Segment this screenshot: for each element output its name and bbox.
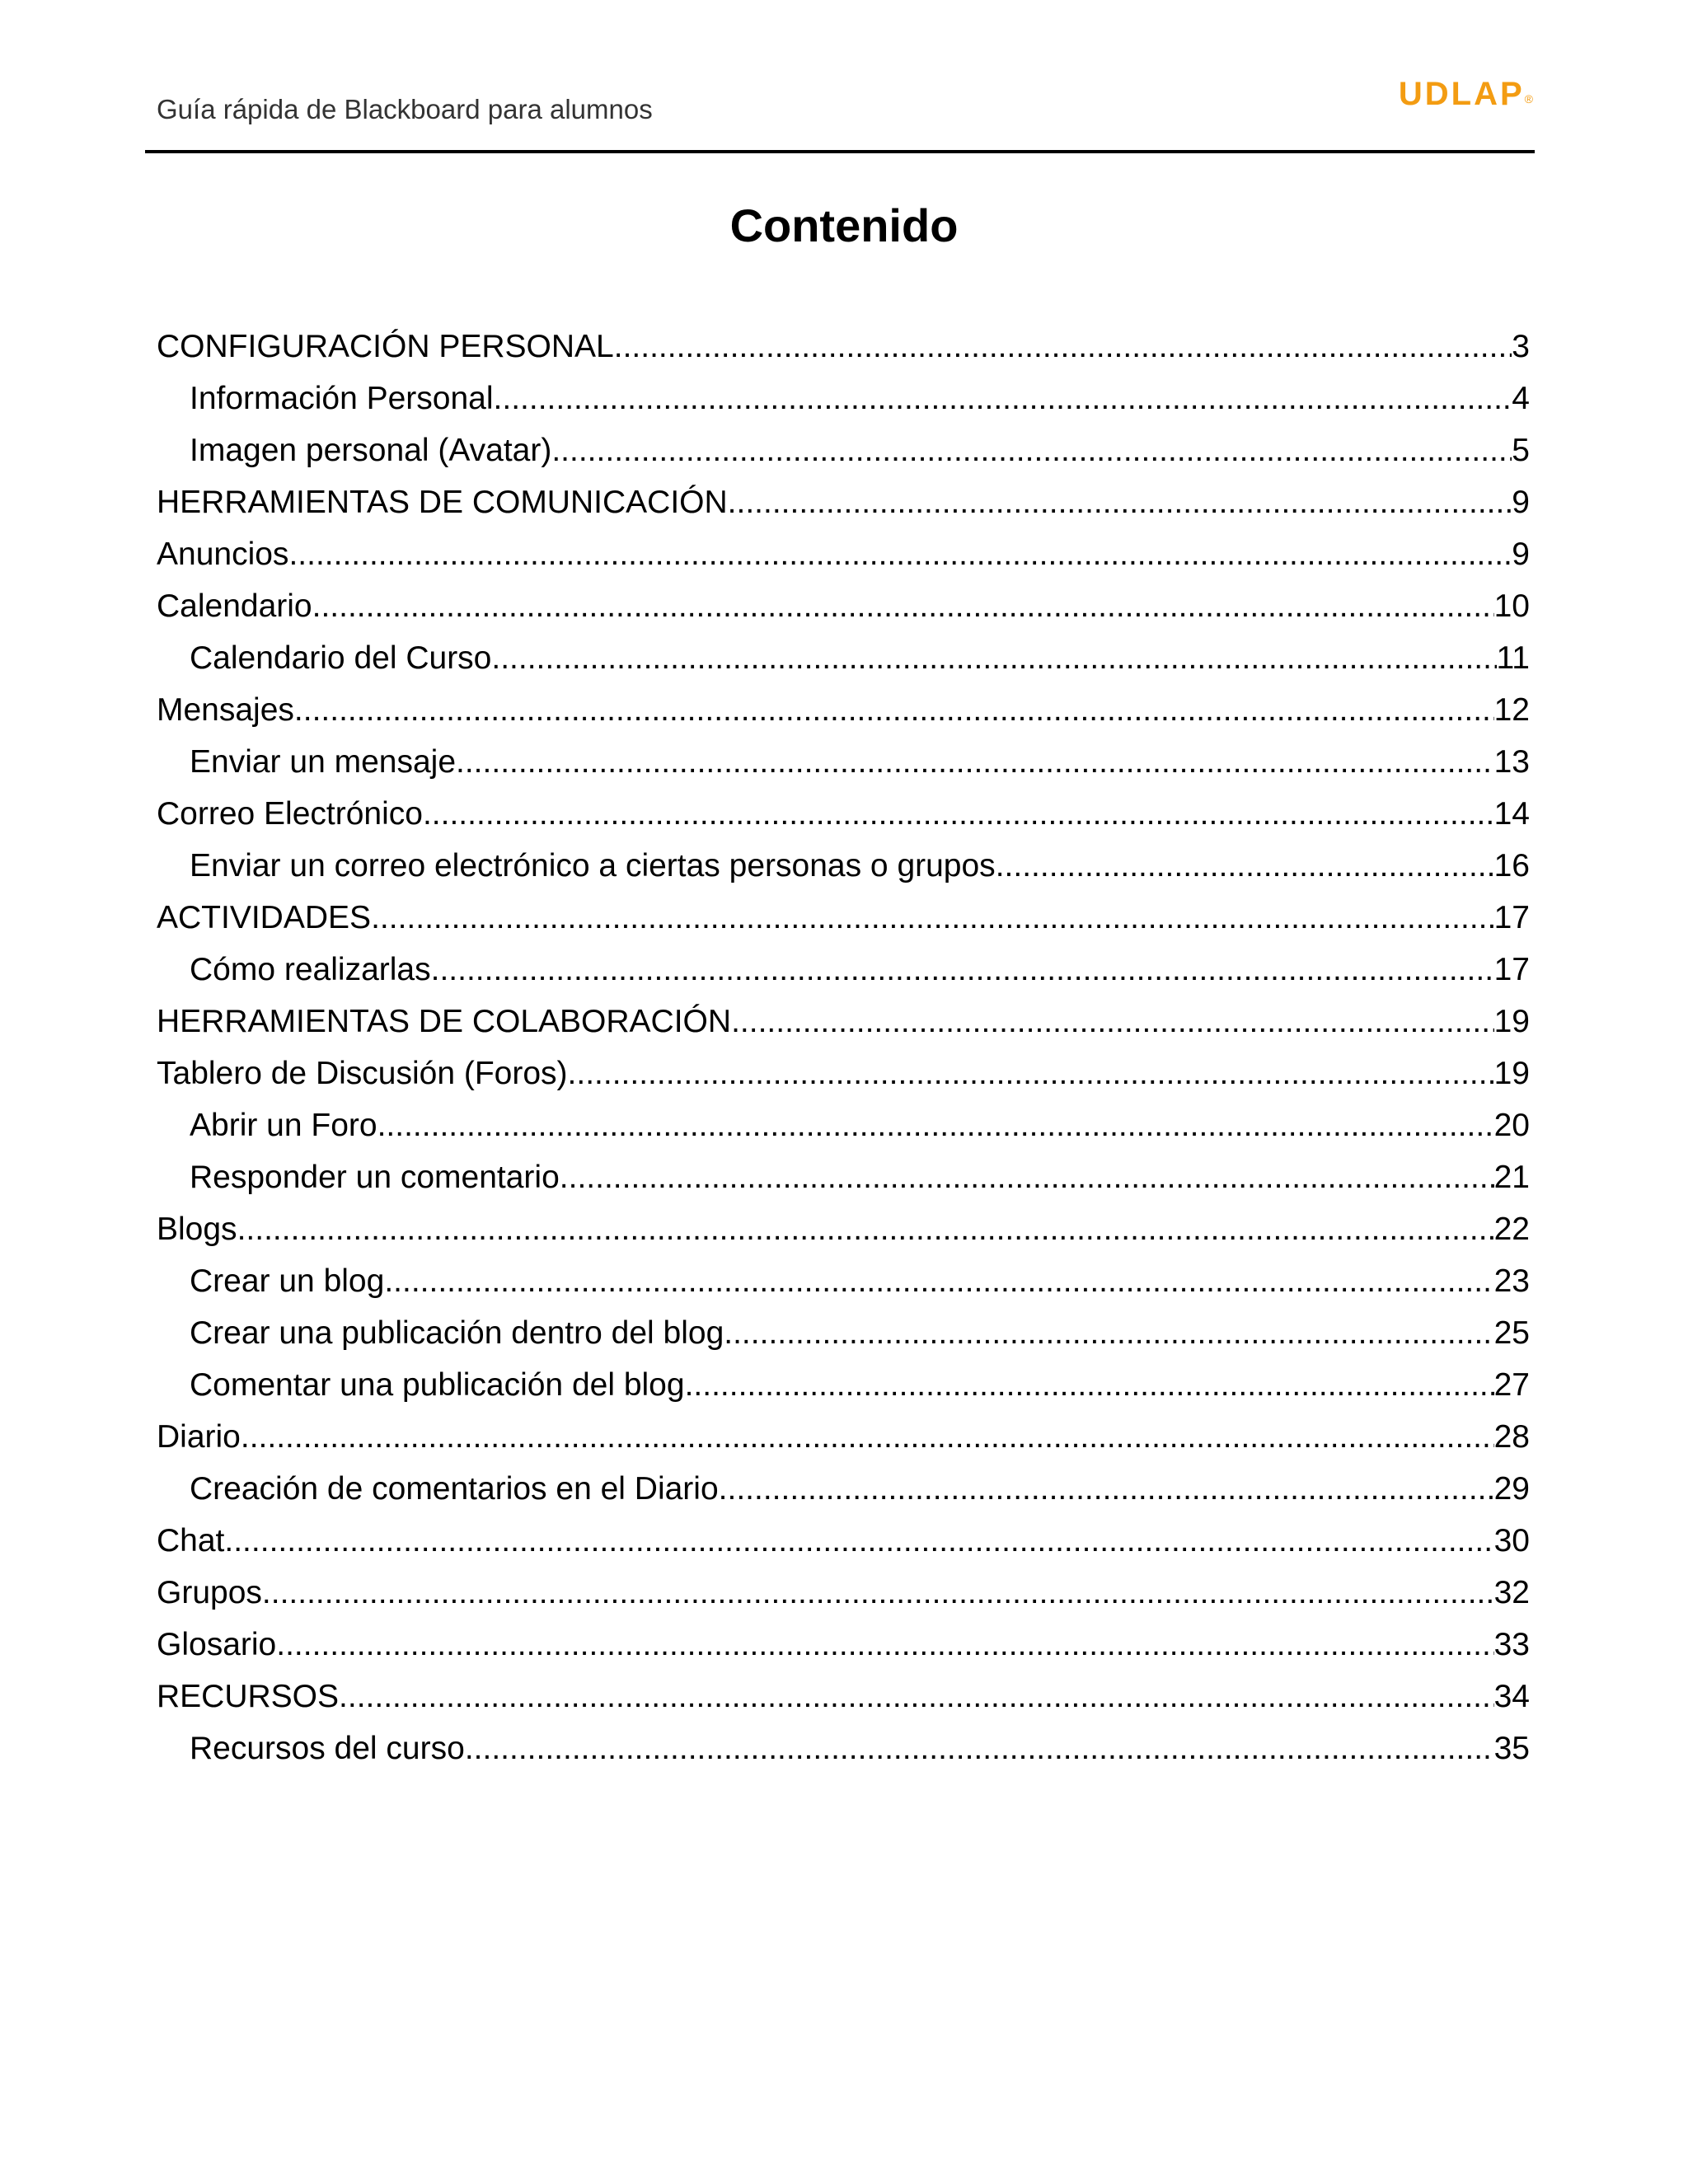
toc-entry-page-number: 16 — [1493, 848, 1530, 883]
logo-text: UDLAP — [1398, 76, 1525, 112]
toc-entry-page-number: 17 — [1493, 952, 1530, 987]
toc-entry[interactable] — [157, 944, 1530, 996]
toc-dot-leader — [491, 632, 1496, 684]
toc-dot-leader — [560, 1151, 1494, 1203]
toc-dot-leader — [371, 892, 1494, 944]
toc-dot-leader — [465, 1722, 1494, 1774]
toc-dot-leader — [551, 424, 1512, 476]
toc-entry-label: Mensajes — [157, 692, 294, 728]
toc-entry-label: Creación de comentarios en el Diario — [190, 1471, 719, 1507]
toc-dot-leader — [312, 580, 1494, 632]
toc-entry-page-number: 33 — [1493, 1627, 1530, 1662]
toc-entry[interactable] — [157, 1411, 1530, 1463]
toc-entry[interactable] — [157, 1619, 1530, 1671]
page-title: Contenido — [729, 199, 959, 251]
toc-dot-leader — [241, 1411, 1494, 1463]
toc-dot-leader — [431, 944, 1494, 996]
toc-entry[interactable] — [157, 476, 1530, 528]
toc-dot-leader — [728, 476, 1512, 528]
toc-entry[interactable] — [157, 1255, 1530, 1307]
toc-dot-leader — [614, 321, 1512, 373]
toc-entry-page-number: 11 — [1496, 640, 1530, 676]
toc-dot-leader — [685, 1359, 1494, 1411]
toc-entry-label: ACTIVIDADES — [157, 900, 372, 935]
toc-entry[interactable] — [157, 1515, 1530, 1567]
toc-entry-page-number: 4 — [1512, 381, 1530, 416]
toc-dot-leader — [262, 1567, 1494, 1619]
running-header-title: Guía rápida de Blackboard para alumnos — [157, 94, 653, 124]
toc-entry-page-number: 34 — [1493, 1679, 1530, 1714]
toc-entry[interactable] — [157, 321, 1530, 373]
toc-entry-page-number: 32 — [1493, 1575, 1530, 1610]
toc-entry-label: Abrir un Foro — [190, 1108, 377, 1143]
toc-entry-page-number: 19 — [1493, 1056, 1530, 1091]
toc-entry-label: Chat — [157, 1523, 225, 1558]
toc-entry-label: Recursos del curso — [190, 1731, 465, 1766]
toc-entry-label: Crear un blog — [190, 1263, 385, 1299]
toc-dot-leader — [996, 840, 1494, 892]
toc-entry[interactable] — [157, 1722, 1530, 1774]
toc-entry[interactable] — [157, 528, 1530, 580]
toc-entry-page-number: 12 — [1493, 692, 1530, 728]
toc-entry-page-number: 14 — [1493, 796, 1530, 832]
toc-entry-label: Calendario — [157, 588, 312, 624]
toc-entry-page-number: 22 — [1493, 1212, 1530, 1247]
toc-dot-leader — [237, 1203, 1494, 1255]
toc-entry-label: Responder un comentario — [190, 1160, 560, 1195]
toc-entry-label: Blogs — [157, 1212, 237, 1247]
toc-dot-leader — [494, 373, 1512, 424]
toc-entry[interactable] — [157, 788, 1530, 840]
toc-dot-leader — [224, 1515, 1493, 1567]
toc-entry[interactable] — [157, 892, 1530, 944]
toc-entry[interactable] — [157, 684, 1530, 736]
toc-entry[interactable] — [157, 736, 1530, 788]
toc-entry-label: HERRAMIENTAS DE COMUNICACIÓN — [157, 485, 728, 520]
toc-dot-leader — [288, 528, 1512, 580]
toc-entry-page-number: 3 — [1512, 329, 1530, 364]
toc-entry-label: Correo Electrónico — [157, 796, 423, 832]
toc-dot-leader — [724, 1307, 1493, 1359]
toc-entry-label: Comentar una publicación del blog — [190, 1367, 685, 1403]
toc-entry-page-number: 25 — [1493, 1315, 1530, 1351]
toc-entry-label: Crear una publicación dentro del blog — [190, 1315, 724, 1351]
toc-entry-page-number: 19 — [1493, 1004, 1530, 1039]
table-of-contents — [157, 321, 1530, 1774]
toc-entry-label: Grupos — [157, 1575, 262, 1610]
toc-dot-leader — [294, 684, 1494, 736]
toc-entry-page-number: 27 — [1493, 1367, 1530, 1403]
toc-entry-label: RECURSOS — [157, 1679, 340, 1714]
toc-entry-page-number: 28 — [1493, 1419, 1530, 1455]
toc-entry[interactable] — [157, 1047, 1530, 1099]
toc-dot-leader — [276, 1619, 1493, 1671]
udlap-logo — [1399, 76, 1533, 113]
registered-mark: ® — [1524, 92, 1533, 105]
toc-entry-page-number: 23 — [1493, 1263, 1530, 1299]
toc-entry-label: Anuncios — [157, 537, 289, 572]
toc-entry-label: CONFIGURACIÓN PERSONAL — [157, 329, 614, 364]
toc-entry[interactable] — [157, 1359, 1530, 1411]
toc-entry-page-number: 10 — [1493, 588, 1530, 624]
toc-entry-page-number: 21 — [1493, 1160, 1530, 1195]
toc-entry-page-number: 5 — [1512, 433, 1530, 468]
toc-entry-page-number: 13 — [1493, 744, 1530, 780]
toc-entry[interactable] — [157, 632, 1530, 684]
toc-entry-page-number: 29 — [1493, 1471, 1530, 1507]
toc-dot-leader — [719, 1463, 1494, 1515]
toc-dot-leader — [339, 1671, 1494, 1722]
toc-dot-leader — [377, 1099, 1494, 1151]
toc-entry[interactable] — [157, 1463, 1530, 1515]
toc-dot-leader — [568, 1047, 1494, 1099]
toc-entry[interactable] — [157, 1151, 1530, 1203]
toc-dot-leader — [384, 1255, 1493, 1307]
toc-entry-label: Calendario del Curso — [190, 640, 492, 676]
toc-entry-page-number: 9 — [1512, 485, 1530, 520]
toc-entry[interactable] — [157, 580, 1530, 632]
toc-dot-leader — [456, 736, 1494, 788]
toc-entry-page-number: 30 — [1493, 1523, 1530, 1558]
toc-entry[interactable] — [157, 1203, 1530, 1255]
toc-entry[interactable] — [157, 424, 1530, 476]
toc-entry[interactable] — [157, 1307, 1530, 1359]
toc-entry[interactable] — [157, 1671, 1530, 1722]
toc-entry-label: Tablero de Discusión (Foros) — [157, 1056, 568, 1091]
toc-entry-label: Enviar un correo electrónico a ciertas personas o grupos — [190, 848, 996, 883]
toc-entry-label: Información Personal — [190, 381, 494, 416]
toc-dot-leader — [731, 996, 1494, 1047]
toc-entry-page-number: 17 — [1493, 900, 1530, 935]
toc-entry-label: Glosario — [157, 1627, 277, 1662]
toc-entry[interactable] — [157, 996, 1530, 1047]
toc-entry[interactable] — [157, 1099, 1530, 1151]
toc-entry-page-number: 9 — [1512, 537, 1530, 572]
page-header — [145, 76, 1535, 153]
toc-entry-label: Enviar un mensaje — [190, 744, 457, 780]
toc-entry-label: HERRAMIENTAS DE COLABORACIÓN — [157, 1004, 732, 1039]
toc-entry[interactable] — [157, 840, 1530, 892]
toc-entry-page-number: 35 — [1493, 1731, 1530, 1766]
toc-entry-label: Cómo realizarlas — [190, 952, 431, 987]
toc-entry-label: Diario — [157, 1419, 241, 1455]
toc-entry[interactable] — [157, 373, 1530, 424]
toc-dot-leader — [423, 788, 1494, 840]
toc-entry-label: Imagen personal (Avatar) — [190, 433, 552, 468]
toc-entry[interactable] — [157, 1567, 1530, 1619]
toc-entry-page-number: 20 — [1493, 1108, 1530, 1143]
